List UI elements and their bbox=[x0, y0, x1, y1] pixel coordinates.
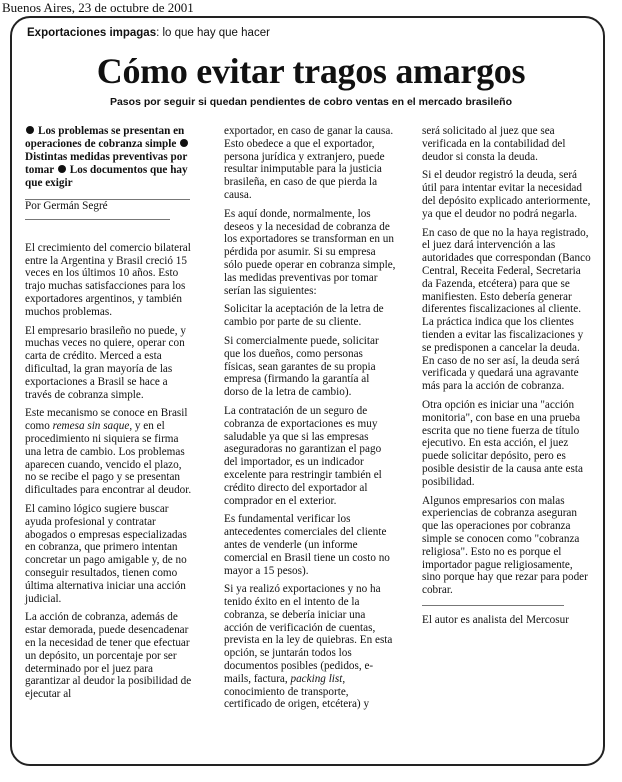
bullet-icon bbox=[26, 126, 34, 134]
paragraph: En caso de que no la haya registrado, el juez dará intervención a las autoridades que correspondan (Banco Central, Receita Federal, Secretaria da Fazenda, etcétera) para que se manifiesten. Esto debería generar diferentes fiscalizaciones al cliente. La práctica indica que los clientes tienden a evitar las fiscalizaciones y se predisponen a cancelar la deuda. En caso de no ser así, la deuda será verificada y quedará una agravante más para la acción de cobranza. bbox=[422, 226, 591, 393]
bullet-icon bbox=[58, 165, 66, 173]
paragraph: Solicitar la aceptación de la letra de cambio por parte de su cliente. bbox=[224, 303, 384, 329]
paragraph: Si comercialmente puede, solicitar que los dueños, como personas físicas, sean garantes de su propia empresa (firmando la garantía al dorso de la letra de cambio). bbox=[224, 334, 379, 399]
paragraph: La acción de cobranza, además de estar demorada, puede desencadenar en la necesidad de tener que efectuar un depósito, un porcentaje por ser determinado por el juez para garantizar al deudor la posibilidad de ejecutar al bbox=[25, 611, 192, 701]
subheadline: Pasos por seguir si quedan pendientes de cobro ventas en el mercado brasileño bbox=[109, 96, 513, 108]
paragraph: La contratación de un seguro de cobranza de exportaciones es muy saludable ya que si las empresas aseguradoras no garantizan el pago del importador, es un indicador excelente para restringir también el crédito directo del exportador al comprador en el exterior. bbox=[224, 404, 382, 507]
divider bbox=[25, 219, 170, 220]
column-3 bbox=[422, 125, 594, 633]
section-label-bold: Exportaciones impagas bbox=[27, 27, 157, 39]
paragraph: El crecimiento del comercio bilateral entre la Argentina y Brasil creció 15 veces en los últimos 10 años. Esto trajo muchas satisfacciones para los exportadores argentinos, y también muchos problemas. bbox=[25, 241, 191, 318]
bullet-icon bbox=[180, 139, 188, 147]
paragraph: Algunos empresarios con malas experiencias de cobranza aseguran que las operaciones por cobranza simple se conocen como "cobranza religiosa". Esto no es porque el importador pague religiosamente, sino porque hay que rezar para poder cobrar. bbox=[422, 494, 588, 597]
paragraph bbox=[224, 583, 397, 711]
dateline: Buenos Aires, 23 de octubre de 2001 bbox=[2, 0, 194, 15]
lead-summary bbox=[25, 125, 193, 190]
paragraph: El camino lógico sugiere buscar ayuda profesional y contratar abogados o empresas especializadas en cobranza, que primero intentan concretar un pago amigable y, de no conseguir resultados, tienen como última alternativa iniciar una acción judicial. bbox=[25, 502, 187, 605]
paragraph: Es fundamental verificar los antecedentes comerciales del cliente antes de venderle (un informe comercial en Brasil tiene un costo no mayor a 15 pesos). bbox=[224, 513, 390, 577]
byline: Por Germán Segré bbox=[25, 200, 108, 212]
lead-item-3: Los documentos que hay que exigir bbox=[25, 164, 188, 189]
text-run: , y en el procedimiento ni siquiera se firma una letra de cambio. Los problemas aparecen cuando, vencido el plazo, no se recibe el pago y se presentan dificultades para encontrar al deudor. bbox=[25, 420, 192, 497]
paragraph: Si el deudor registró la deuda, será útil para intentar evitar la necesidad del depósito explicado anteriormente, ya que el deudor no podrá negarla. bbox=[422, 169, 591, 220]
paragraph: será solicitado al juez que sea verificada en la contabilidad del deudor si consta la deuda. bbox=[422, 125, 566, 163]
lead-item-1: Los problemas se presentan en operaciones de cobranza simple bbox=[25, 125, 185, 150]
section-label-rest: : lo que hay que hacer bbox=[156, 27, 270, 39]
column-2 bbox=[224, 125, 397, 717]
column-1 bbox=[25, 125, 193, 707]
paragraph: exportador, en caso de ganar la causa. Esto obedece a que el exportador, persona jurídica y extranjero, puede resultar inimputable para la justicia brasileña, en caso de que pierda la causa. bbox=[224, 125, 394, 201]
italic-term: remesa sin saque bbox=[52, 420, 130, 433]
text-run: Si ya realizó exportaciones y no ha tenido éxito en el intento de la cobranza, se debería iniciar una acción de verificación de cuentas, prevista en la ley de quiebras. En esta opción, se juntarán todos los documentos posibles (pedidos, e-mails, factura, bbox=[224, 583, 393, 685]
italic-term: packing list bbox=[290, 672, 343, 685]
paragraph: Otra opción es iniciar una "acción monitoria", con base en una prueba escrita que no tiene fuerza de título ejecutivo. En esta acción, el juez puede solicitar depósito, pero es posible desistir de la causa ante esta posibilidad. bbox=[422, 398, 583, 488]
author-note: El autor es analista del Mercosur bbox=[422, 613, 569, 626]
paragraph bbox=[25, 407, 193, 497]
paragraph: Es aquí donde, normalmente, los deseos y la necesidad de cobranza de los exportadores se transforman en un pérdida por asumir. Si su empresa sólo puede operar en cobranza simple, las medidas preventivas por tomar serían las siguientes: bbox=[224, 207, 396, 297]
text-run: Este mecanismo se conoce en Brasil como bbox=[25, 407, 188, 433]
section-label bbox=[27, 26, 270, 40]
paragraph: El empresario brasileño no puede, y muchas veces no quiere, operar con carta de crédito. Merced a esta dificultad, la gran mayoría de las exportaciones a Brasil se hace a través de cobranza simple. bbox=[25, 324, 186, 401]
divider bbox=[422, 605, 564, 606]
text-run: , conocimiento de transporte, certificado de origen, etcétera) y bbox=[224, 672, 370, 711]
lead-item-2: Distintas medidas preventivas por tomar bbox=[25, 151, 188, 176]
headline: Cómo evitar tragos amargos bbox=[96, 51, 526, 91]
